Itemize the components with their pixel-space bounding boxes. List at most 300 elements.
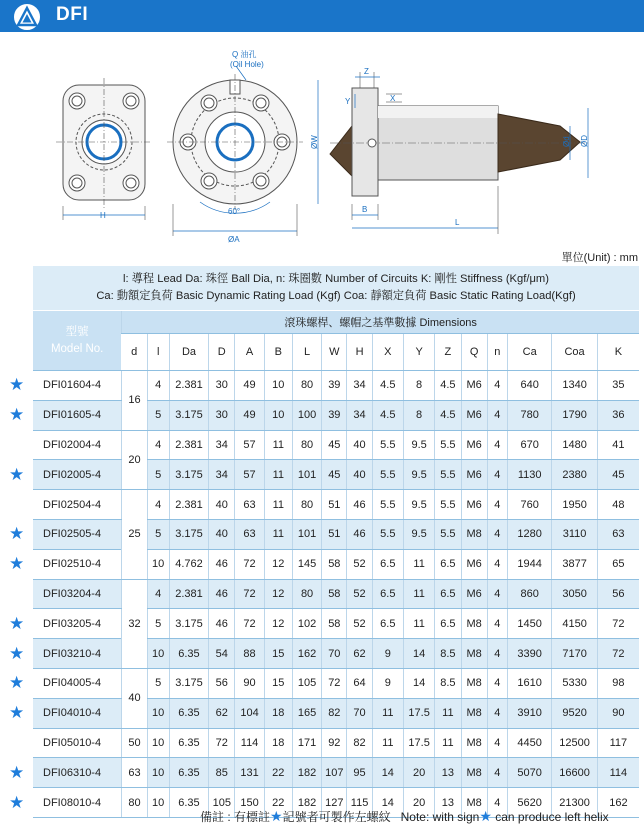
cell-a: 90	[235, 668, 264, 698]
cell-b: 22	[264, 758, 292, 788]
cell-x: 9	[372, 668, 403, 698]
unit-label: 單位(Unit) : mm	[561, 252, 638, 264]
d-cell: 80	[122, 788, 147, 818]
cell-b: 11	[264, 519, 292, 549]
cell-h: 64	[347, 668, 372, 698]
cell-q: M8	[461, 728, 487, 758]
cell-b: 12	[264, 549, 292, 579]
model-cell: DFI02504-4	[33, 490, 122, 520]
note-en-suffix: can produce left helix	[495, 810, 609, 824]
d-cell: 20	[122, 430, 147, 490]
left-helix-star-icon: ★	[9, 464, 25, 484]
cell-x: 4.5	[372, 400, 403, 430]
cell-coa: 12500	[552, 728, 597, 758]
model-cell: DFI05010-4	[33, 728, 122, 758]
cell-w: 45	[322, 430, 347, 460]
left-helix-star-icon: ★	[9, 613, 25, 633]
cell-ca: 860	[507, 579, 551, 609]
cell-h: 82	[347, 728, 372, 758]
cell-a: 72	[235, 549, 264, 579]
cell-y: 8	[403, 371, 434, 401]
cell-d: 46	[209, 579, 235, 609]
cell-a: 150	[235, 788, 264, 818]
cell-h: 70	[347, 698, 372, 728]
cell-coa: 1480	[552, 430, 597, 460]
cell-q: M8	[461, 519, 487, 549]
cell-l: 4	[147, 579, 169, 609]
cell-y: 14	[403, 668, 434, 698]
cell-h: 40	[347, 460, 372, 490]
column-header-l: L	[292, 334, 321, 371]
cell-l: 80	[292, 490, 321, 520]
column-header-q: Q	[461, 334, 487, 371]
cell-b: 22	[264, 788, 292, 818]
model-cell: DFI01605-4	[33, 400, 122, 430]
cell-x: 14	[372, 788, 403, 818]
left-helix-star-icon: ★	[9, 554, 25, 574]
cell-d: 54	[209, 639, 235, 669]
cell-ca: 1610	[507, 668, 551, 698]
cell-ca: 640	[507, 371, 551, 401]
column-header-h: H	[347, 334, 372, 371]
cell-coa: 16600	[552, 758, 597, 788]
technical-drawing	[0, 36, 644, 246]
cell-h: 46	[347, 519, 372, 549]
cell-n: 4	[487, 758, 507, 788]
cell-da: 2.381	[169, 430, 208, 460]
cell-x: 6.5	[372, 609, 403, 639]
dim-z-label: Z	[364, 67, 369, 76]
cell-q: M8	[461, 668, 487, 698]
column-header-d: d	[122, 334, 147, 371]
note-cn-prefix: 備註 : 有標註	[200, 810, 271, 824]
cell-ca: 780	[507, 400, 551, 430]
model-cell: DFI01604-4	[33, 371, 122, 401]
cell-x: 11	[372, 728, 403, 758]
cell-b: 15	[264, 668, 292, 698]
cell-d: 72	[209, 728, 235, 758]
cell-l: 4	[147, 430, 169, 460]
left-helix-star-icon: ★	[9, 762, 25, 782]
cell-k: 65	[597, 549, 639, 579]
cell-k: 63	[597, 519, 639, 549]
cell-y: 14	[403, 639, 434, 669]
cell-a: 104	[235, 698, 264, 728]
cell-l: 10	[147, 788, 169, 818]
spec-table	[33, 311, 639, 818]
left-helix-star-icon: ★	[9, 673, 25, 693]
cell-coa: 21300	[552, 788, 597, 818]
cell-h: 34	[347, 400, 372, 430]
oil-hole-label-cn: Q 油孔	[232, 50, 257, 59]
cell-da: 6.35	[169, 758, 208, 788]
column-header-z: Z	[435, 334, 461, 371]
cell-k: 114	[597, 758, 639, 788]
cell-h: 40	[347, 430, 372, 460]
dim-y-label: Y	[345, 97, 351, 106]
cell-a: 131	[235, 758, 264, 788]
cell-n: 4	[487, 371, 507, 401]
cell-l: 80	[292, 430, 321, 460]
model-cell: DFI04005-4	[33, 668, 122, 698]
cell-k: 72	[597, 639, 639, 669]
cell-k: 45	[597, 460, 639, 490]
cell-w: 58	[322, 579, 347, 609]
d-cell: 40	[122, 668, 147, 728]
cell-l: 4	[147, 371, 169, 401]
table-row	[33, 758, 639, 788]
cell-y: 9.5	[403, 490, 434, 520]
cell-l: 171	[292, 728, 321, 758]
cell-n: 4	[487, 519, 507, 549]
cell-k: 98	[597, 668, 639, 698]
cell-l: 165	[292, 698, 321, 728]
note-en-prefix: Note: with sign	[400, 810, 480, 824]
left-helix-star-icon: ★	[9, 375, 25, 395]
cell-l: 102	[292, 609, 321, 639]
cell-w: 82	[322, 698, 347, 728]
column-header-b: B	[264, 334, 292, 371]
cell-w: 39	[322, 400, 347, 430]
cell-n: 4	[487, 549, 507, 579]
cell-a: 88	[235, 639, 264, 669]
cell-l: 10	[147, 698, 169, 728]
cell-l: 80	[292, 579, 321, 609]
cell-ca: 1130	[507, 460, 551, 490]
cell-h: 52	[347, 549, 372, 579]
cell-k: 117	[597, 728, 639, 758]
model-cell: DFI03210-4	[33, 639, 122, 669]
cell-z: 11	[435, 728, 461, 758]
left-helix-star-icon: ★	[9, 524, 25, 544]
cell-b: 15	[264, 639, 292, 669]
cell-y: 17.5	[403, 698, 434, 728]
column-header-x: X	[372, 334, 403, 371]
cell-n: 4	[487, 460, 507, 490]
cell-y: 20	[403, 758, 434, 788]
cell-l: 162	[292, 639, 321, 669]
cell-y: 9.5	[403, 460, 434, 490]
dim-bigd-label: ØD	[580, 135, 589, 147]
d-cell: 50	[122, 728, 147, 758]
cell-y: 9.5	[403, 430, 434, 460]
cell-coa: 5330	[552, 668, 597, 698]
cell-y: 11	[403, 579, 434, 609]
cell-a: 63	[235, 490, 264, 520]
cell-da: 2.381	[169, 371, 208, 401]
cell-z: 5.5	[435, 460, 461, 490]
cell-d: 46	[209, 609, 235, 639]
model-cell: DFI02005-4	[33, 460, 122, 490]
cell-l: 182	[292, 758, 321, 788]
flange-front-view-square	[56, 78, 152, 220]
cell-n: 4	[487, 609, 507, 639]
cell-n: 4	[487, 668, 507, 698]
cell-ca: 5620	[507, 788, 551, 818]
cell-k: 162	[597, 788, 639, 818]
cell-coa: 9520	[552, 698, 597, 728]
nut-side-view	[330, 72, 590, 234]
cell-l: 100	[292, 400, 321, 430]
cell-coa: 3110	[552, 519, 597, 549]
cell-a: 72	[235, 609, 264, 639]
cell-z: 5.5	[435, 490, 461, 520]
cell-l: 80	[292, 371, 321, 401]
cell-q: M6	[461, 579, 487, 609]
column-header-da: Da	[169, 334, 208, 371]
cell-n: 4	[487, 728, 507, 758]
cell-b: 11	[264, 490, 292, 520]
column-header-k: K	[597, 334, 639, 371]
cell-w: 127	[322, 788, 347, 818]
cell-z: 6.5	[435, 549, 461, 579]
cell-da: 6.35	[169, 698, 208, 728]
cell-l: 101	[292, 460, 321, 490]
cell-h: 115	[347, 788, 372, 818]
cell-z: 8.5	[435, 668, 461, 698]
cell-a: 57	[235, 430, 264, 460]
table-row	[33, 668, 639, 698]
cell-q: M8	[461, 758, 487, 788]
cell-coa: 3877	[552, 549, 597, 579]
cell-z: 13	[435, 758, 461, 788]
model-cell: DFI02505-4	[33, 519, 122, 549]
cell-h: 95	[347, 758, 372, 788]
note-star-icon: ★	[270, 808, 283, 824]
cell-h: 52	[347, 579, 372, 609]
cell-l: 5	[147, 668, 169, 698]
cell-z: 4.5	[435, 371, 461, 401]
cell-n: 4	[487, 639, 507, 669]
cell-da: 3.175	[169, 400, 208, 430]
model-cell: DFI03205-4	[33, 609, 122, 639]
table-row	[33, 430, 639, 460]
legend-box	[33, 266, 639, 310]
cell-b: 12	[264, 579, 292, 609]
column-header-a: A	[235, 334, 264, 371]
model-cell: DFI02004-4	[33, 430, 122, 460]
cell-w: 72	[322, 668, 347, 698]
cell-n: 4	[487, 430, 507, 460]
cell-da: 4.762	[169, 549, 208, 579]
cell-ca: 1944	[507, 549, 551, 579]
model-cell: DFI03204-4	[33, 579, 122, 609]
dim-x-label: X	[390, 94, 396, 103]
d-cell: 16	[122, 371, 147, 431]
cell-w: 39	[322, 371, 347, 401]
cell-q: M6	[461, 460, 487, 490]
cell-x: 4.5	[372, 371, 403, 401]
left-helix-star-icon: ★	[9, 643, 25, 663]
cell-y: 9.5	[403, 519, 434, 549]
footnote	[200, 808, 609, 825]
cell-q: M6	[461, 430, 487, 460]
cell-da: 3.175	[169, 609, 208, 639]
cell-w: 58	[322, 609, 347, 639]
cell-k: 35	[597, 371, 639, 401]
d-cell: 63	[122, 758, 147, 788]
model-cell: DFI08010-4	[33, 788, 122, 818]
cell-da: 3.175	[169, 460, 208, 490]
model-header-cn: 型號	[65, 325, 89, 338]
cell-ca: 3390	[507, 639, 551, 669]
cell-coa: 7170	[552, 639, 597, 669]
table-row	[33, 579, 639, 609]
cell-a: 114	[235, 728, 264, 758]
d-cell: 25	[122, 490, 147, 579]
table-row	[33, 728, 639, 758]
dim-w-label: ØW	[310, 135, 319, 149]
brand-logo-icon	[12, 2, 42, 32]
cell-da: 2.381	[169, 579, 208, 609]
cell-x: 6.5	[372, 549, 403, 579]
cell-x: 5.5	[372, 460, 403, 490]
cell-d: 30	[209, 371, 235, 401]
cell-b: 11	[264, 430, 292, 460]
dim-d-label: Ød	[562, 136, 571, 147]
note-star-icon-2: ★	[479, 808, 492, 824]
cell-da: 6.35	[169, 639, 208, 669]
cell-ca: 670	[507, 430, 551, 460]
cell-k: 48	[597, 490, 639, 520]
cell-l: 10	[147, 758, 169, 788]
cell-n: 4	[487, 400, 507, 430]
column-header-w: W	[322, 334, 347, 371]
cell-y: 11	[403, 609, 434, 639]
cell-d: 34	[209, 430, 235, 460]
cell-d: 40	[209, 519, 235, 549]
cell-b: 10	[264, 400, 292, 430]
legend-line-1: l: 導程 Lead Da: 珠徑 Ball Dia, n: 珠圈數 Number of Circuits K: 剛性 Stiffness (Kgf/μm)	[123, 273, 549, 285]
cell-x: 14	[372, 758, 403, 788]
cell-d: 40	[209, 490, 235, 520]
cell-z: 13	[435, 788, 461, 818]
dimensions-header: 滾珠螺桿、螺帽之基準數據 Dimensions	[122, 311, 639, 334]
cell-da: 3.175	[169, 519, 208, 549]
cell-l: 5	[147, 519, 169, 549]
cell-b: 18	[264, 728, 292, 758]
cell-w: 45	[322, 460, 347, 490]
cell-w: 107	[322, 758, 347, 788]
cell-ca: 760	[507, 490, 551, 520]
cell-n: 4	[487, 698, 507, 728]
cell-h: 62	[347, 639, 372, 669]
cell-x: 5.5	[372, 430, 403, 460]
table-row	[33, 371, 639, 401]
cell-l: 10	[147, 639, 169, 669]
cell-b: 18	[264, 698, 292, 728]
dim-a-label: ØA	[228, 235, 240, 244]
column-header-l: l	[147, 334, 169, 371]
cell-da: 6.35	[169, 728, 208, 758]
page-title: DFI	[56, 4, 89, 25]
cell-coa: 3050	[552, 579, 597, 609]
cell-q: M6	[461, 400, 487, 430]
model-header-en: Model No.	[50, 342, 104, 355]
cell-d: 56	[209, 668, 235, 698]
cell-coa: 1340	[552, 371, 597, 401]
cell-k: 72	[597, 609, 639, 639]
column-header-d: D	[209, 334, 235, 371]
cell-w: 70	[322, 639, 347, 669]
cell-w: 92	[322, 728, 347, 758]
dim-angle-label: 60°	[228, 207, 241, 216]
cell-q: M6	[461, 549, 487, 579]
cell-ca: 5070	[507, 758, 551, 788]
legend-line-2: Ca: 動額定負荷 Basic Dynamic Rating Load (Kgf) Coa: 靜額定負荷 Basic Static Rating Load(Kgf)	[96, 289, 576, 302]
cell-da: 3.175	[169, 668, 208, 698]
cell-q: M8	[461, 698, 487, 728]
cell-b: 10	[264, 371, 292, 401]
cell-a: 49	[235, 400, 264, 430]
note-cn-suffix: 記號者可製作左螺紋	[282, 810, 391, 824]
cell-l: 5	[147, 609, 169, 639]
cell-z: 6.5	[435, 609, 461, 639]
cell-z: 4.5	[435, 400, 461, 430]
left-helix-star-icon: ★	[9, 792, 25, 812]
cell-z: 8.5	[435, 639, 461, 669]
cell-z: 11	[435, 698, 461, 728]
cell-da: 2.381	[169, 490, 208, 520]
cell-z: 5.5	[435, 430, 461, 460]
cell-d: 46	[209, 549, 235, 579]
flange-front-view-round	[167, 66, 318, 236]
cell-coa: 1790	[552, 400, 597, 430]
cell-ca: 4450	[507, 728, 551, 758]
cell-ca: 3910	[507, 698, 551, 728]
cell-d: 30	[209, 400, 235, 430]
cell-z: 5.5	[435, 519, 461, 549]
cell-y: 11	[403, 549, 434, 579]
cell-q: M6	[461, 490, 487, 520]
cell-d: 105	[209, 788, 235, 818]
oil-hole-label-en: (Oil Hole)	[230, 60, 264, 69]
table-row	[33, 490, 639, 520]
model-cell: DFI04010-4	[33, 698, 122, 728]
cell-d: 85	[209, 758, 235, 788]
cell-q: M6	[461, 371, 487, 401]
cell-w: 51	[322, 519, 347, 549]
dim-h-label: H	[100, 211, 106, 220]
cell-d: 62	[209, 698, 235, 728]
cell-k: 56	[597, 579, 639, 609]
cell-k: 36	[597, 400, 639, 430]
cell-l: 10	[147, 728, 169, 758]
cell-y: 8	[403, 400, 434, 430]
cell-d: 34	[209, 460, 235, 490]
cell-n: 4	[487, 788, 507, 818]
column-header-y: Y	[403, 334, 434, 371]
cell-da: 6.35	[169, 788, 208, 818]
cell-h: 34	[347, 371, 372, 401]
cell-q: M8	[461, 788, 487, 818]
cell-l: 182	[292, 788, 321, 818]
cell-l: 101	[292, 519, 321, 549]
cell-b: 11	[264, 460, 292, 490]
model-cell: DFI02510-4	[33, 549, 122, 579]
cell-x: 5.5	[372, 519, 403, 549]
left-helix-star-icon: ★	[9, 703, 25, 723]
cell-z: 6.5	[435, 579, 461, 609]
cell-l: 4	[147, 490, 169, 520]
column-header-ca: Ca	[507, 334, 551, 371]
cell-q: M8	[461, 639, 487, 669]
cell-coa: 1950	[552, 490, 597, 520]
model-header	[33, 311, 122, 371]
cell-coa: 4150	[552, 609, 597, 639]
cell-n: 4	[487, 490, 507, 520]
cell-y: 20	[403, 788, 434, 818]
